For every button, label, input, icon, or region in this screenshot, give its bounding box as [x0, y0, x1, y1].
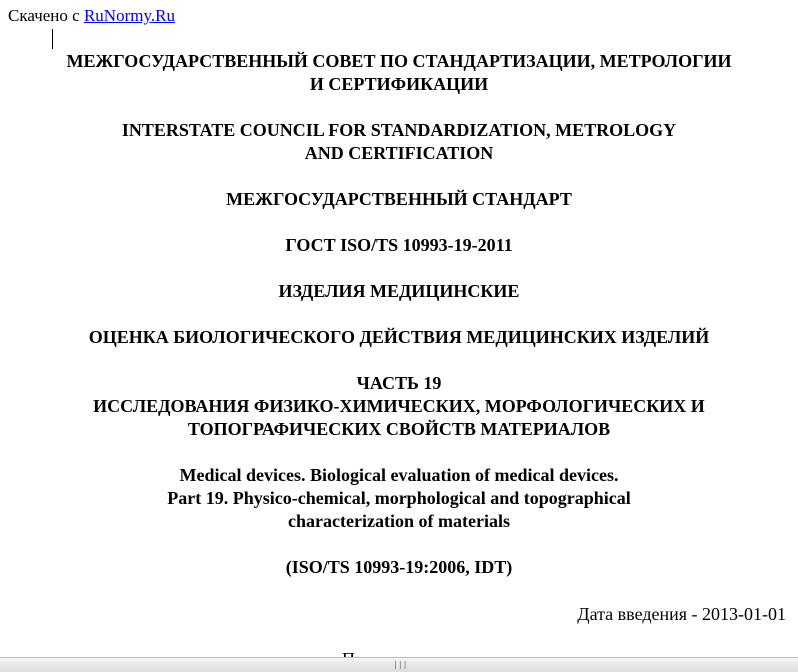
- downloaded-prefix: Скачено с: [8, 6, 84, 25]
- council-ru-line2: И СЕРТИФИКАЦИИ: [309, 74, 489, 94]
- standard-type: МЕЖГОСУДАРСТВЕННЫЙ СТАНДАРТ: [226, 189, 572, 209]
- part-title-ru-line2: ТОПОГРАФИЧЕСКИХ СВОЙСТВ МАТЕРИАЛОВ: [187, 419, 611, 439]
- title-en-line1: Medical devices. Biological evaluation of medical devices.: [179, 465, 619, 485]
- standard-number: ГОСТ ISO/TS 10993-19-2011: [285, 235, 513, 255]
- title-ru-2: ОЦЕНКА БИОЛОГИЧЕСКОГО ДЕЙСТВИЯ МЕДИЦИНСКИХ ИЗДЕЛИЙ: [88, 327, 710, 347]
- title-en-line2: Part 19. Physico-chemical, morphological and topographical: [167, 488, 631, 508]
- title-ru-1: ИЗДЕЛИЯ МЕДИЦИНСКИЕ: [278, 281, 520, 301]
- equivalence-note: (ISO/TS 10993-19:2006, IDT): [285, 557, 513, 577]
- scrollbar-grip-icon[interactable]: |||: [393, 660, 408, 669]
- council-en-line2: AND CERTIFICATION: [304, 143, 494, 163]
- council-en-line1: INTERSTATE COUNCIL FOR STANDARDIZATION, METROLOGY: [121, 120, 677, 140]
- downloaded-from-notice: [8, 6, 175, 26]
- runormy-link[interactable]: RuNormy.Ru: [83, 6, 175, 25]
- horizontal-scrollbar[interactable]: [0, 657, 798, 672]
- title-en-line3: characterization of materials: [288, 511, 510, 531]
- part-title-ru-line1: ИССЛЕДОВАНИЯ ФИЗИКО-ХИМИЧЕСКИХ, МОРФОЛОГИЧЕСКИХ И: [93, 396, 705, 416]
- introduction-date: Дата введения - 2013-01-01: [577, 604, 786, 624]
- text-cursor: [52, 29, 53, 49]
- council-ru-line1: МЕЖГОСУДАРСТВЕННЫЙ СОВЕТ ПО СТАНДАРТИЗАЦИИ, МЕТРОЛОГИИ: [66, 51, 732, 71]
- part-number: ЧАСТЬ 19: [356, 373, 442, 393]
